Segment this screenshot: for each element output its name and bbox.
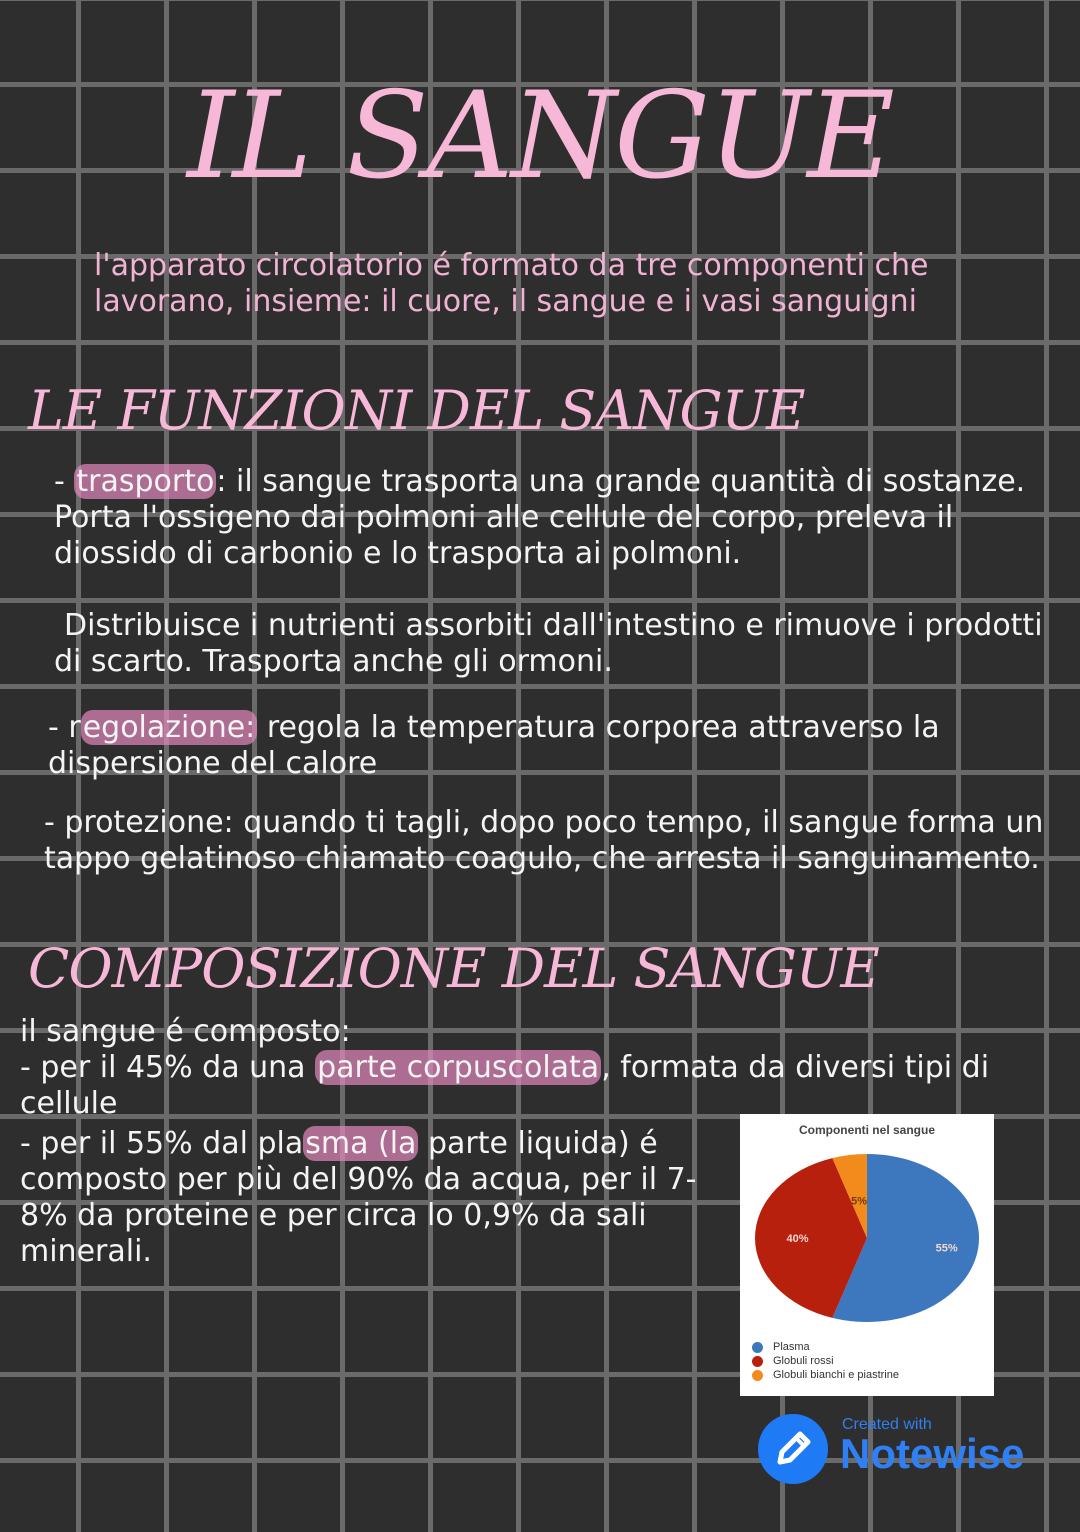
chart-title: Componenti nel sangue (798, 1123, 936, 1137)
legend-item (752, 1340, 899, 1354)
pencil-icon (758, 1414, 828, 1484)
pie-label-plasma: 55% (935, 1242, 958, 1255)
intro-text: l'apparato circolatorio é formato da tre componenti che lavorano, insieme: il cuore, il sangue e i vasi sanguigni (94, 248, 929, 319)
highlight-parte-corpuscolata: parte corpuscolata (317, 1050, 600, 1085)
paragraph-regolazione (48, 710, 1068, 782)
paragraph-protezione: - protezione: quando ti tagli, dopo poco tempo, il sangue forma un tappo gelatinoso chiamato coagulo, che arresta il sanguinamento. (44, 805, 1044, 876)
created-with-label: Created with (842, 1416, 932, 1433)
legend-label: Plasma (773, 1341, 810, 1353)
legend-item (752, 1354, 899, 1368)
pie-label-globuli-rossi: 40% (786, 1233, 809, 1245)
trasporto-prefix: - (54, 464, 75, 499)
pie-chart (740, 1114, 994, 1396)
legend-label: Globuli bianchi e piastrine (773, 1369, 899, 1381)
legend-item (752, 1368, 899, 1382)
chart-legend (752, 1340, 899, 1382)
heading-composizione: COMPOSIZIONE DEL SANGUE (28, 937, 879, 1000)
legend-swatch (752, 1356, 763, 1367)
paragraph-distribuisce: Distribuisce i nutrienti assorbiti dall'intestino e rimuove i prodotti di scarto. Trasporta anche gli ormoni. (54, 608, 1043, 679)
highlight-trasporto: trasporto (76, 464, 215, 499)
notewise-badge (758, 1414, 1048, 1498)
heading-funzioni: LE FUNZIONI DEL SANGUE (28, 379, 805, 442)
legend-label: Globuli rossi (773, 1355, 834, 1367)
paragraph-composizione (20, 1014, 1060, 1122)
highlight-regolazione: egolazione: (82, 710, 256, 745)
plasma-prefix: - per il 55% dal pla (20, 1126, 304, 1161)
paragraph-plasma (20, 1126, 710, 1270)
pie-label-globuli-bianchi-e-piastrine: 5% (851, 1195, 868, 1208)
highlight-plasma: sma (la (305, 1126, 417, 1161)
regolazione-text: regola la temperatura corporea attraverso la dispersione del calore (48, 710, 940, 781)
composizione-line2-suffix: , formata da diversi tipi di cellule (20, 1050, 990, 1121)
legend-swatch (752, 1370, 763, 1381)
plasma-suffix: parte liquida) é composto per più del 90% da acqua, per il 7-8% da proteine e per circa lo 0,9% da sali minerali. (20, 1126, 697, 1269)
paragraph-trasporto (54, 464, 1054, 572)
notewise-logo-text: Notewise (840, 1430, 1025, 1477)
composizione-line2-prefix: - per il 45% da una (20, 1050, 316, 1085)
page-title: IL SANGUE (187, 67, 893, 206)
composizione-line1: il sangue é composto: (20, 1014, 351, 1049)
trasporto-text: : il sangue trasporta una grande quantità di sostanze. Porta l'ossigeno dai polmoni alle cellule del corpo, preleva il diossido di carbonio e lo trasporta ai polmoni. (54, 464, 1026, 571)
legend-swatch (752, 1342, 763, 1353)
regolazione-prefix: - r (48, 710, 81, 745)
